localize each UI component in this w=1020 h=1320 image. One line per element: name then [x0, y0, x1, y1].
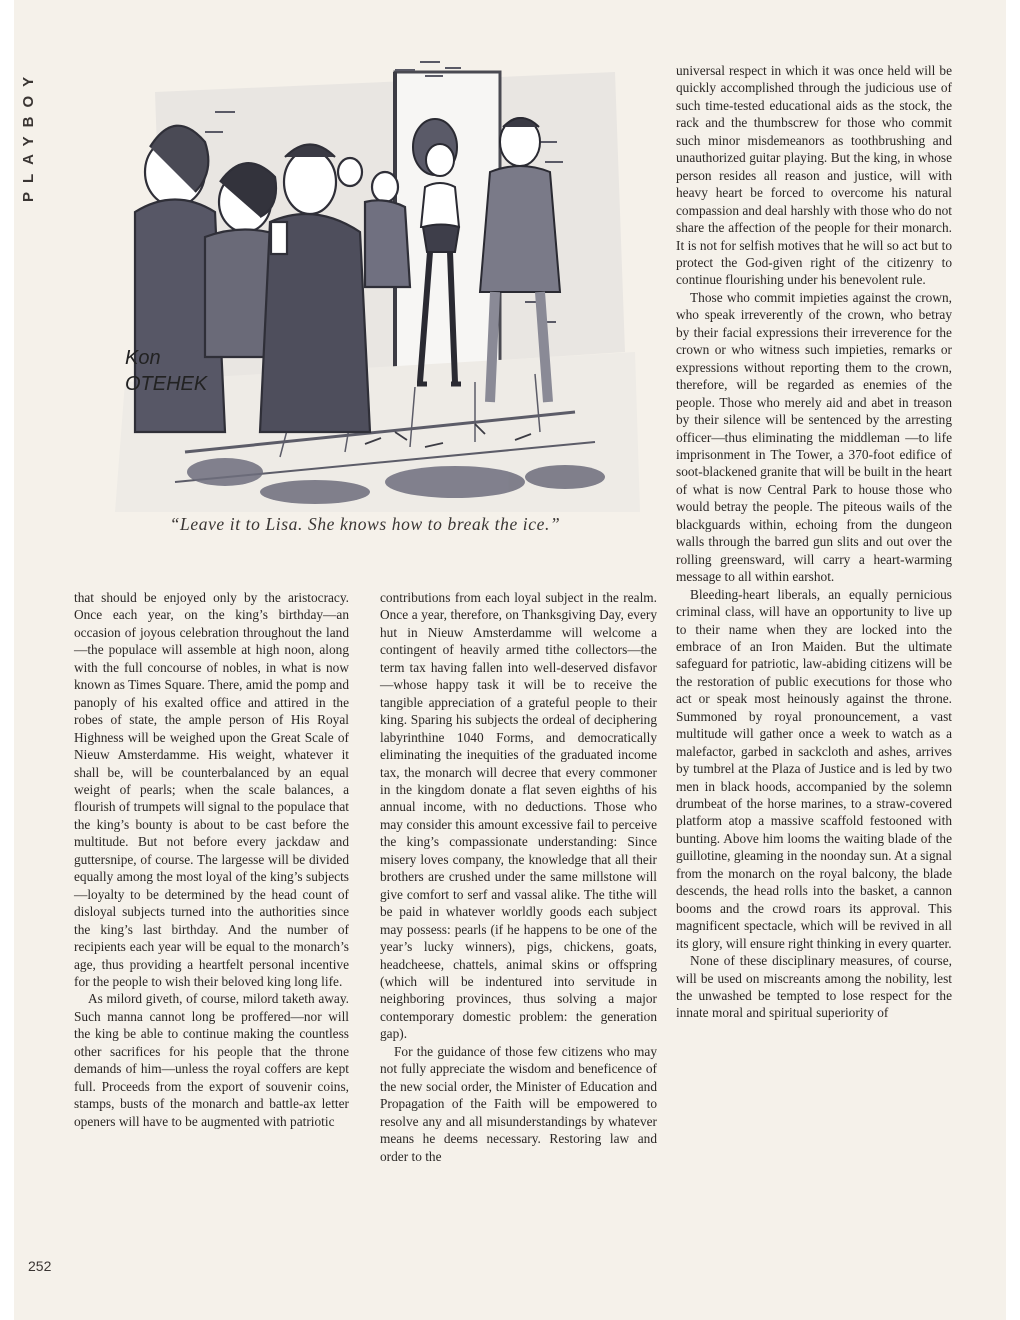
- cartoonist-signature-line1: Kon: [125, 347, 161, 369]
- cartoon-illustration: [95, 52, 645, 512]
- paragraph: Bleeding-heart liberals, an equally pernicious criminal class, will have an opportunity to live up to their name when they are locked into the embrace of an Iron Maiden. But the ultimate safeguard for patriotic, law-abiding citizens will be the restoration of public executions for those who act or speak most heinously against the throne. Summoned by royal pronouncement, a vast multitude will gather once a week to watch as a malefactor, garbed in sackcloth and ashes, arrives by tumbrel at the Plaza of Justice and is led by two men in black hoods, accompanied by the solemn drumbeat of the horse marines, to a straw-covered platform atop a massive scaffold festooned with bunting. Above him looms the waiting blade of the guillotine, gleaming in the noonday sun. At a signal from the monarch on the royal balcony, the blade descends, the head rolls into the basket, a cannon booms and the crowd roars its approval. This magnificent spectacle, which will be revived in all its glory, will ensure right thinking in every quarter.: [676, 586, 952, 951]
- article-column-1: [74, 589, 349, 1130]
- paragraph: that should be enjoyed only by the aristocracy. Once each year, on the king’s birthday—an occasion of joyous celebration throughout the land—the populace will assemble at high noon, along with the full concourse of nobles, in what is now known as Times Square. There, amid the pomp and panoply of his exalted office and attired in the robes of state, the ample person of His Royal Highness will be weighed upon the Great Scale of Nieuw Amsterdamme. His weight, whatever it shall be, will be counterbalanced by an equal weight of pearls; when the scale balances, a flourish of trumpets will signal to the populace that the king’s bounty is about to be cast before the multitude. But not before every jackdaw and guttersnipe, of course. The largesse will be divided equally among the most loyal of the king’s subjects—loyalty to be determined by the head count of disloyal subjects turned into the authorities since the king’s last birthday. And the number of recipients each year will be equal to the monarch’s age, thus providing a heartfelt personal incentive for the people to wish their beloved king long life.: [74, 590, 349, 989]
- cartoon-caption: “Leave it to Lisa. She knows how to break the ice.”: [169, 514, 561, 534]
- paragraph: universal respect in which it was once held will be quickly accomplished through the judicious use of such time-tested educational aids as the stock, the rack and the thumbscrew for those who commit such minor misdemeanors as toothbrushing and unauthorized guitar playing. But the king, in whose person resides all reason and justice, will with heavy heart be forced to overcome his natural compassion and deal harshly with those who do not share the affection of the people for their monarch. It is not for selfish motives that he will so act but to protect the God-given right of the citizenry to continue flourishing under his benevolent rule.: [676, 63, 952, 288]
- paragraph: None of these disciplinary measures, of course, will be used on miscreants among the nobility, lest the unwashed be tempted to lose respect for the innate moral and spiritual superiority of: [676, 953, 952, 1021]
- cartoonist-signature-line2: OTEHEK: [125, 373, 208, 395]
- magazine-masthead: PLAYBOY: [20, 67, 37, 203]
- article-column-3: [676, 62, 952, 1022]
- article-column-2: [380, 589, 657, 1165]
- page-number: 252: [28, 1258, 52, 1274]
- paragraph: For the guidance of those few citizens who may not fully appreciate the wisdom and beneficence of the new social order, the Minister of Education and Propagation of the Faith will be empowered to resolve any and all misunderstandings by whatever means he deems necessary. Restoring law and order to the: [380, 1043, 657, 1164]
- paragraph: As milord giveth, of course, milord taketh away. Such manna cannot long be proffered—nor will the king be able to continue making the countless other sacrifices for his people that the throne demands of him—unless the royal coffers are kept full. Proceeds from the export of souvenir coins, stamps, busts of the monarch and battle-ax letter openers will have to be augmented with patriotic: [74, 991, 349, 1129]
- paragraph: contributions from each loyal subject in the realm. Once a year, therefore, on Thanksgiving Day, every hut in Nieuw Amsterdamme will welcome a contingent of heavily armed tithe collectors—the term tax having fallen into well-deserved disfavor—whose happy task it will be to receive the tangible appreciation of a grateful people to their king. Sparing his subjects the ordeal of deciphering labyrinthine 1040 Forms, and democratically eliminating the inequities of the graduated income tax, the monarch will decree that every commoner in the kingdom donate a flat seven eighths of his annual income, with no deductions. Those who may consider this amount excessive fail to perceive the king’s compassionate understanding: Since misery loves company, the knowledge that all their brothers are crushed under the same millstone will give comfort to serf and vassal alike. The tithe will be paid in whatever worldly goods each subject may possess: pearls (if he happens to be one of the year’s lucky winners), pigs, chickens, goats, headcheese, chattels, animal skins or offspring (which will be indentured into servitude in neighboring provinces, thus solving a major contemporary domestic problem: the generation gap).: [380, 590, 657, 1042]
- paragraph: Those who commit impieties against the crown, who speak irreverently of the crown, who betray by their facial expressions their irreverence for the crown or who witness such impieties, remarks or expressions without reporting them to the crown, therefore, will be regarded as enemies of the people. Those who merely aid and abet in treason by their silence will be sentenced by the arresting officer—thus eliminating the middleman —to life imprisonment in The Tower, a 370-foot edifice of soot-blackened granite that will be built in the heart of what is now Central Park to house those who would betray the people. The piteous wails of the blackguards within, echoing from the dungeon walls through the barred gun slits and out over the rolling greensward, will carry a heart-warming message to all within earshot.: [676, 289, 952, 585]
